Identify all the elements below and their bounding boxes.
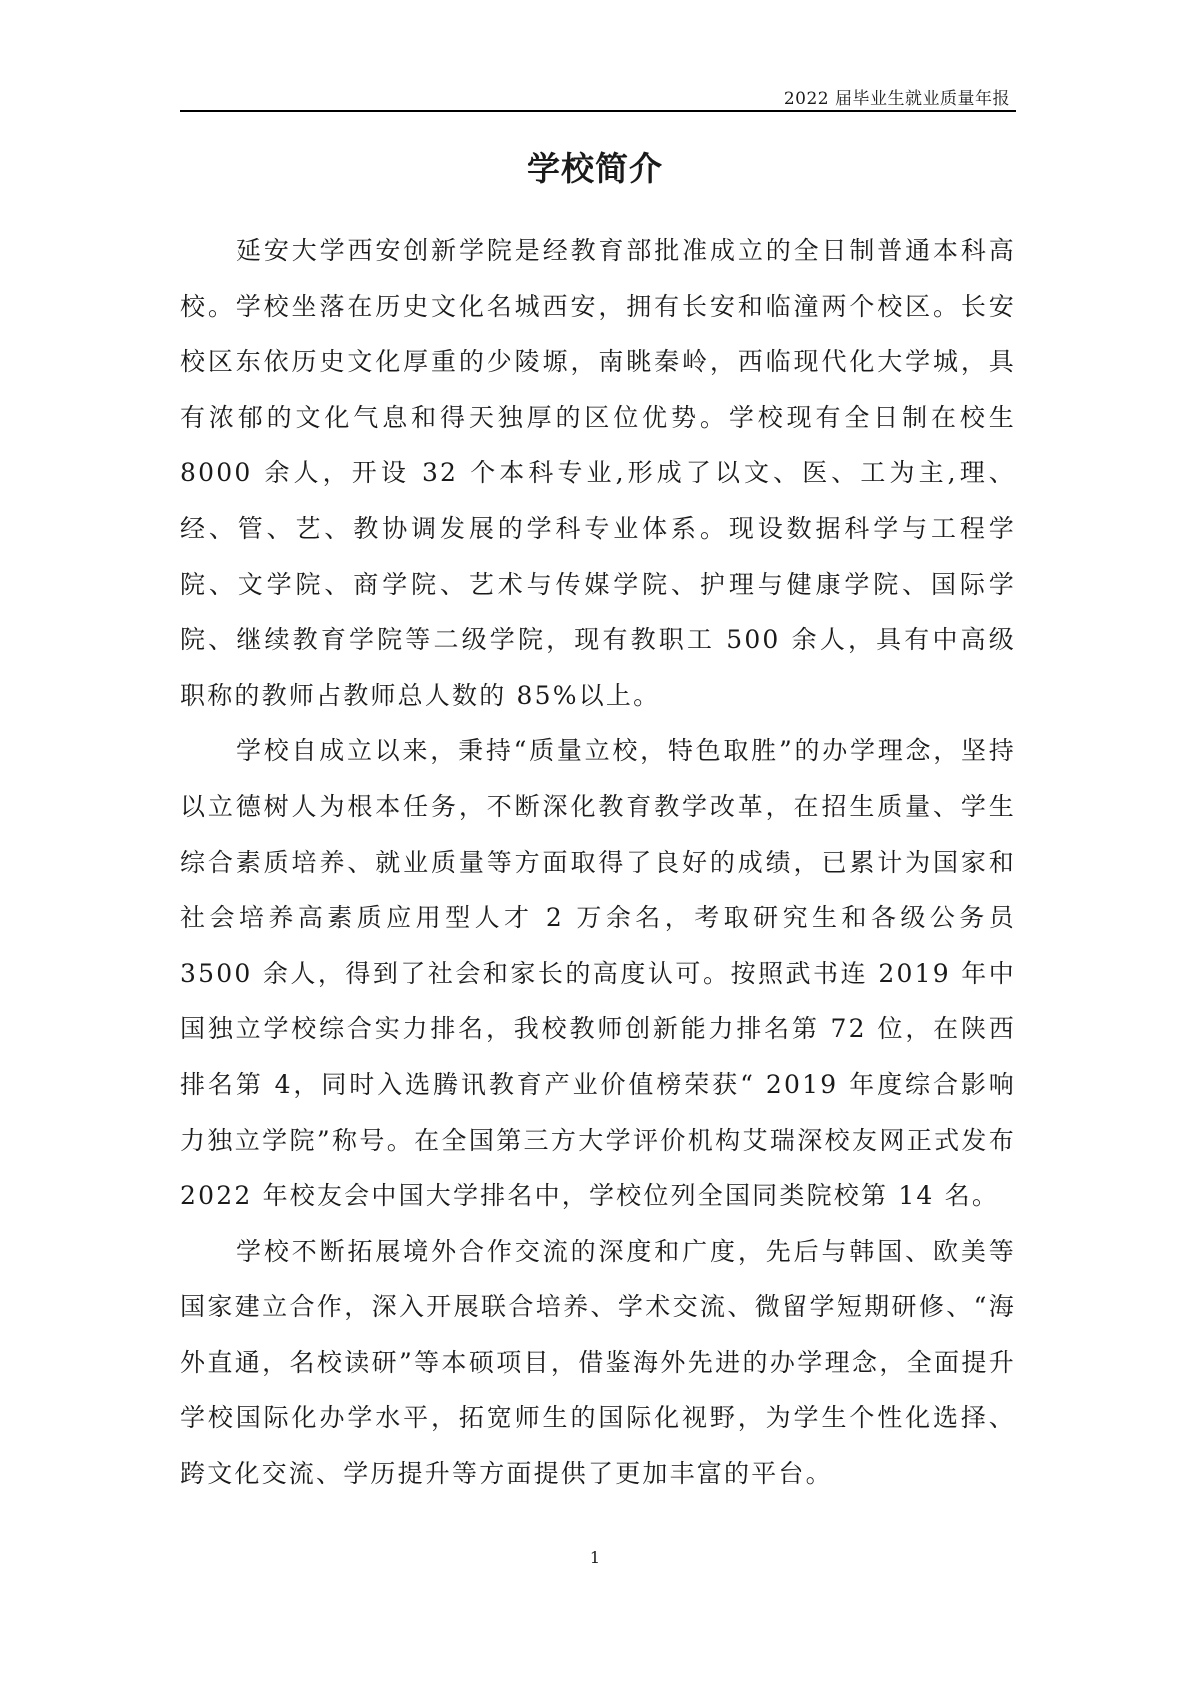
page-title: 学校简介 — [527, 149, 663, 188]
paragraph-international: 学校不断拓展境外合作交流的深度和广度，先后与韩国、欧美等国家建立合作，深入开展联合培养、学术交流、微留学短期研修、“海外直通，名校读研”等本硕项目，借鉴海外先进的办学理念，全面提升学校国际化办学水平，拓宽师生的国际化视野，为学生个性化选择、跨文化交流、学历提升等方面提供了更加丰富的平台。 — [180, 1236, 1016, 1489]
body-text — [180, 223, 1016, 1502]
header-title: 2022 届毕业生就业质量年报 — [783, 89, 1010, 109]
paragraph-achievements: 学校自成立以来，秉持“质量立校，特色取胜”的办学理念，坚持以立德树人为根本任务，不断深化教育教学改革，在招生质量、学生综合素质培养、就业质量等方面取得了良好的成绩，已累计为国家和社会培养高素质应用型人才 2 万余名，考取研究生和各级公务员 3500 余人，得到了社会和家长的高度认可。按照武书连 2019 年中国独立学校综合实力排名，我校教师创新能力排名第 72 位，在陕西排名第 4，同时入选腾讯教育产业价值榜荣获“ 2019 年度综合影响力独立学院”称号。在全国第三方大学评价机构艾瑞深校友网正式发布 2022 年校友会中国大学排名中，学校位列全国同类院校第 14 名。 — [180, 736, 1016, 1211]
page-number: 1 — [589, 1548, 601, 1567]
paragraph-intro: 延安大学西安创新学院是经教育部批准成立的全日制普通本科高校。学校坐落在历史文化名城西安，拥有长安和临潼两个校区。长安校区东依历史文化厚重的少陵塬，南眺秦岭，西临现代化大学城，具有浓郁的文化气息和得天独厚的区位优势。学校现有全日制在校生 8000 余人，开设 32 个本科专业,形成了以文、医、工为主,理、经、管、艺、教协调发展的学科专业体系。现设数据科学与工程学院、文学院、商学院、艺术与传媒学院、护理与健康学院、国际学院、继续教育学院等二级学院，现有教职工 500 余人，具有中高级职称的教师占教师总人数的 85%以上。 — [180, 236, 1016, 710]
page-header — [180, 78, 1016, 112]
